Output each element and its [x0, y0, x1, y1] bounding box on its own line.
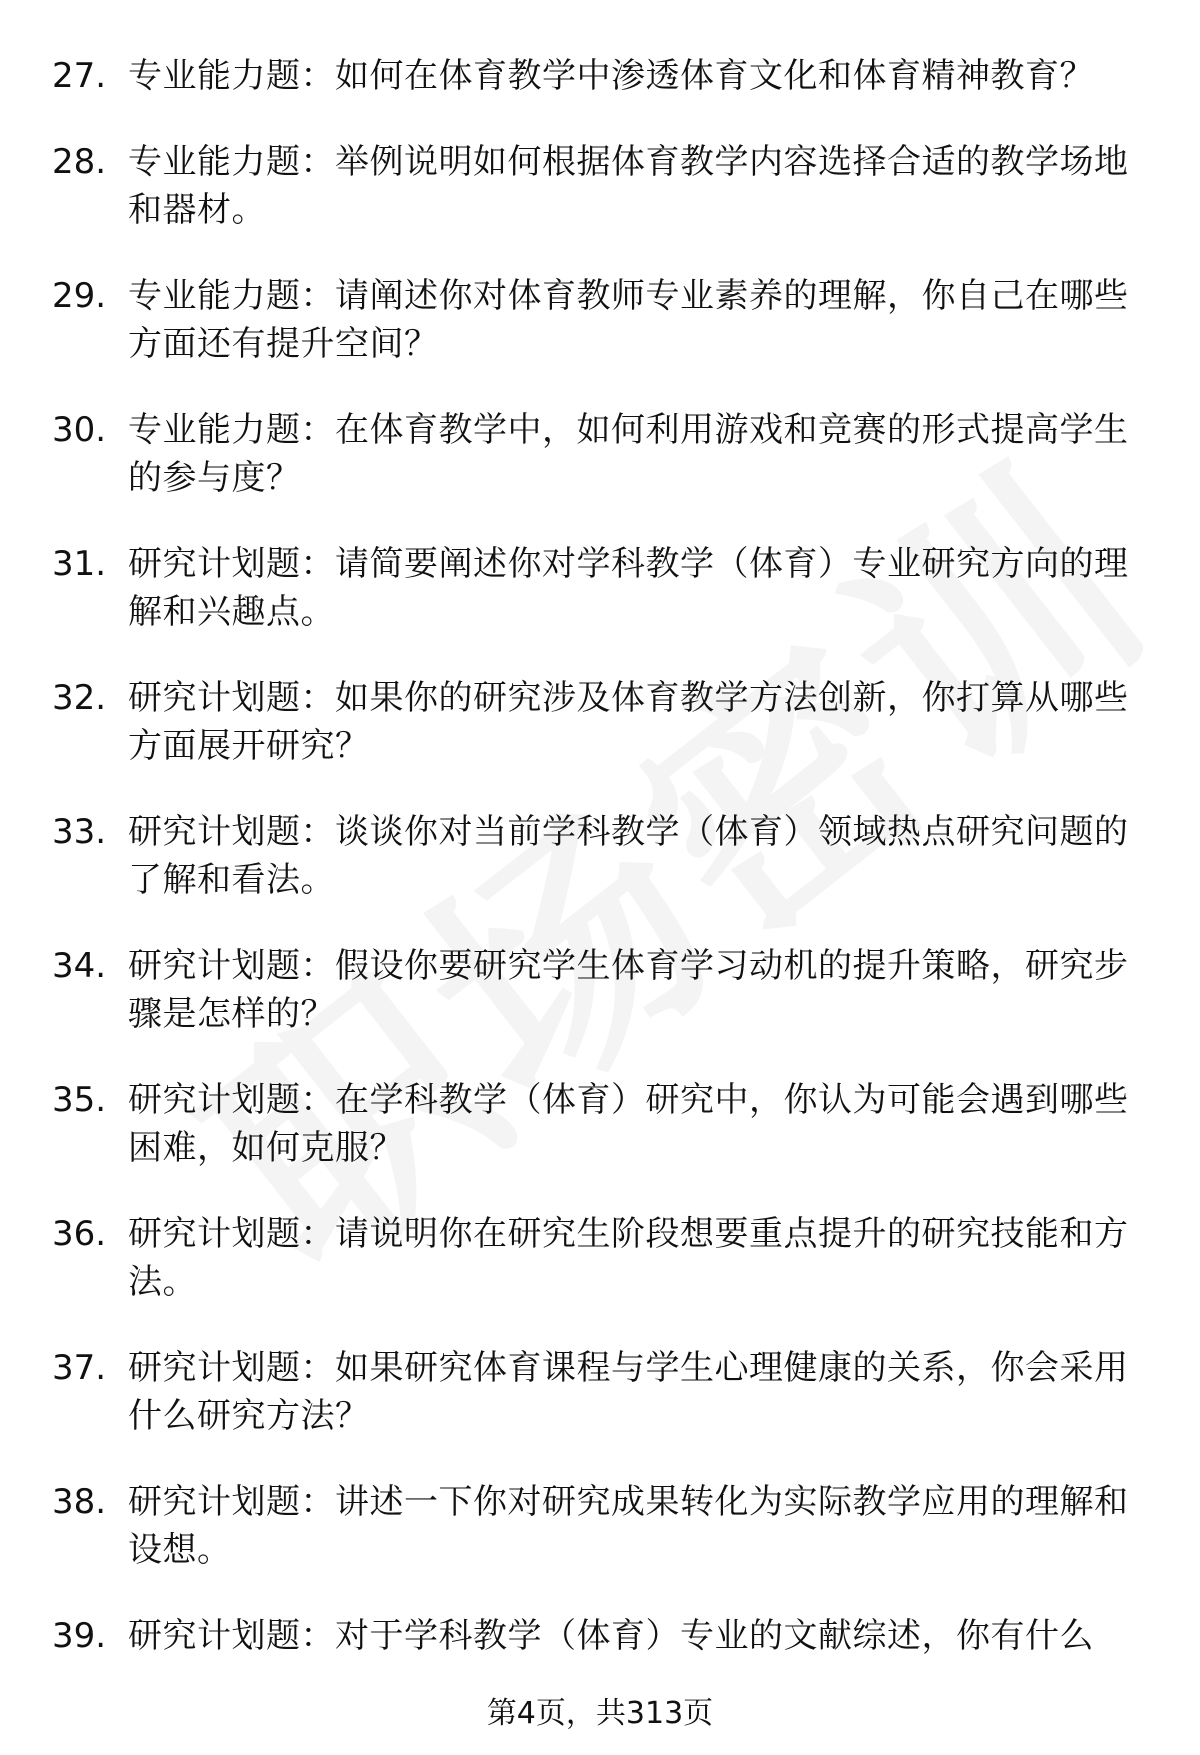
question-number: 33. [52, 812, 107, 852]
question-item [52, 138, 1140, 234]
question-number: 36. [52, 1214, 107, 1254]
question-number: 32. [52, 678, 107, 718]
question-text: 专业能力题：请阐述你对体育教师专业素养的理解，你自己在哪些方面还有提升空间？ [128, 276, 1129, 364]
question-number: 29. [52, 276, 107, 316]
question-number: 37. [52, 1348, 107, 1388]
question-number: 38. [52, 1482, 107, 1522]
question-text: 研究计划题：对于学科教学（体育）专业的文献综述，你有什么 [128, 1616, 1094, 1656]
question-text: 研究计划题：谈谈你对当前学科教学（体育）领域热点研究问题的了解和看法。 [128, 812, 1129, 900]
page-number-footer: 第4页，共313页 [486, 1696, 714, 1731]
question-number: 28. [52, 142, 107, 182]
question-text: 研究计划题：如果研究体育课程与学生心理健康的关系，你会采用什么研究方法？ [128, 1348, 1129, 1436]
question-item [52, 1210, 1140, 1306]
question-item [52, 674, 1140, 770]
question-item [52, 52, 1140, 100]
question-text: 研究计划题：请简要阐述你对学科教学（体育）专业研究方向的理解和兴趣点。 [128, 544, 1129, 632]
question-item [52, 1344, 1140, 1440]
question-list [52, 52, 1140, 1698]
question-text: 专业能力题：举例说明如何根据体育教学内容选择合适的教学场地和器材。 [128, 142, 1129, 230]
question-item [52, 540, 1140, 636]
question-text: 研究计划题：讲述一下你对研究成果转化为实际教学应用的理解和设想。 [128, 1482, 1129, 1570]
question-text: 研究计划题：在学科教学（体育）研究中，你认为可能会遇到哪些困难，如何克服？ [128, 1080, 1129, 1168]
question-item [52, 1612, 1140, 1660]
question-text: 专业能力题：在体育教学中，如何利用游戏和竞赛的形式提高学生的参与度？ [128, 410, 1129, 498]
question-item [52, 1076, 1140, 1172]
question-text: 研究计划题：请说明你在研究生阶段想要重点提升的研究技能和方法。 [128, 1214, 1129, 1302]
question-number: 27. [52, 56, 107, 96]
question-item [52, 406, 1140, 502]
question-number: 34. [52, 946, 107, 986]
question-text: 研究计划题：假设你要研究学生体育学习动机的提升策略，研究步骤是怎样的？ [128, 946, 1129, 1034]
question-text: 研究计划题：如果你的研究涉及体育教学方法创新，你打算从哪些方面展开研究？ [128, 678, 1129, 766]
question-number: 30. [52, 410, 107, 450]
question-item [52, 942, 1140, 1038]
question-item [52, 272, 1140, 368]
question-number: 31. [52, 544, 107, 584]
question-text: 专业能力题：如何在体育教学中渗透体育文化和体育精神教育？ [128, 56, 1094, 96]
question-number: 35. [52, 1080, 107, 1120]
question-item [52, 808, 1140, 904]
question-item [52, 1478, 1140, 1574]
question-number: 39. [52, 1616, 107, 1656]
